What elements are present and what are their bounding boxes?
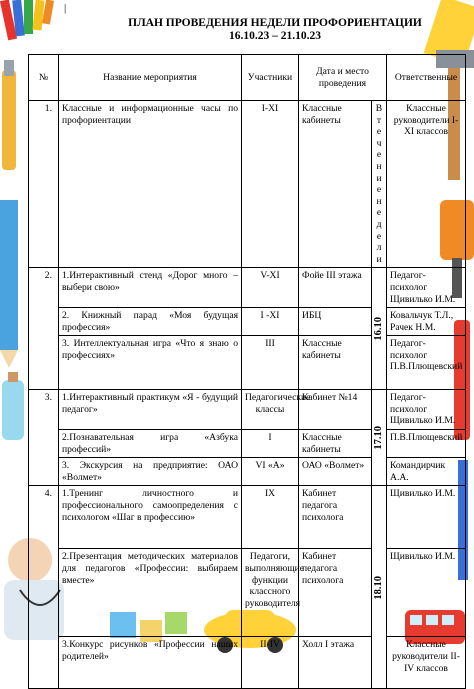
row-place: Кабинет №14 bbox=[299, 390, 372, 430]
row-responsible: П.В.Плющевский bbox=[387, 430, 466, 458]
row-num: 2. bbox=[29, 268, 59, 390]
row-participants: I-XI bbox=[242, 101, 299, 268]
row-num: 3. bbox=[29, 390, 59, 486]
col-header-num: № bbox=[29, 55, 59, 101]
table-row bbox=[29, 308, 466, 336]
row-name: 2.Презентация методических материалов для педагогов «Профессии: выбираем вместе» bbox=[59, 549, 242, 637]
table-row bbox=[29, 268, 466, 308]
row-name: Классные и информационные часы по профориентации bbox=[59, 101, 242, 268]
row-place: Классные кабинеты bbox=[299, 430, 372, 458]
row-name: 1.Тренинг личностного и профессионального самоопределения с психологом «Шаг в профессию» bbox=[59, 486, 242, 549]
row-place: Фойе III этажа bbox=[299, 268, 372, 308]
row-participants: Педагогические классы bbox=[242, 390, 299, 430]
row-responsible: Командирчик А.А. bbox=[387, 458, 466, 486]
table-row bbox=[29, 549, 466, 637]
row-date-16-10: 16.10 bbox=[373, 316, 385, 341]
row-date-17-10: 17.10 bbox=[373, 426, 385, 450]
row-num: 1. bbox=[29, 101, 59, 268]
row-place: ИБЦ bbox=[299, 308, 372, 336]
row-date-week: В течение недели bbox=[372, 101, 387, 268]
row-responsible: Ковальчук Т.Л., Рачек Н.М. bbox=[387, 308, 466, 336]
row-participants: VI «А» bbox=[242, 458, 299, 486]
row-responsible: Классные руководители I-XI классов bbox=[387, 101, 466, 268]
pencil-icon bbox=[0, 200, 18, 368]
table-row bbox=[29, 430, 466, 458]
row-responsible: Классные руководители II-IV классов bbox=[387, 637, 466, 689]
col-header-participants: Участники bbox=[242, 55, 299, 101]
row-participants: V-XI bbox=[242, 268, 299, 308]
row-responsible: Педагог-психолог Щивилько И.М. bbox=[387, 390, 466, 430]
table-row bbox=[29, 486, 466, 549]
row-responsible: Щивилько И.М. bbox=[387, 486, 466, 549]
row-name: 3. Интеллектуальная игра «Что я знаю о профессиях» bbox=[59, 336, 242, 390]
row-participants: III bbox=[242, 336, 299, 390]
row-name: 2. Книжный парад «Моя будущая профессия» bbox=[59, 308, 242, 336]
row-participants: II-IV bbox=[242, 637, 299, 689]
row-participants: I -XI bbox=[242, 308, 299, 336]
potion-bottle-icon bbox=[2, 372, 24, 440]
row-name: 2.Познавательная игра «Азбука профессий» bbox=[59, 430, 242, 458]
title-line: ПЛАН ПРОВЕДЕНИЯ НЕДЕЛИ ПРОФОРИЕНТАЦИИ bbox=[128, 17, 422, 29]
table-row bbox=[29, 336, 466, 390]
row-participants: Педагоги, выполняющие функции классного руководителя bbox=[242, 549, 299, 637]
row-place: Классные кабинеты bbox=[299, 101, 372, 268]
row-place: Классные кабинеты bbox=[299, 336, 372, 390]
row-place: Холл I этажа bbox=[299, 637, 372, 689]
row-place: Кабинет педагога психолога bbox=[299, 486, 372, 549]
row-place: Кабинет педагога психолога bbox=[299, 549, 372, 637]
row-participants: I bbox=[242, 430, 299, 458]
col-header-name: Название мероприятия bbox=[59, 55, 242, 101]
table-row bbox=[29, 458, 466, 486]
row-responsible: Щивилько И.М. bbox=[387, 549, 466, 637]
row-date-18-10: 18.10 bbox=[373, 575, 385, 600]
page-title bbox=[60, 17, 474, 43]
table-header-row bbox=[29, 55, 466, 101]
table-row bbox=[29, 637, 466, 689]
table-row bbox=[29, 390, 466, 430]
title-dates: 16.10.23 – 21.10.23 bbox=[229, 30, 321, 42]
row-num: 4. bbox=[29, 486, 59, 689]
plan-table bbox=[28, 54, 466, 689]
col-header-responsible: Ответственные bbox=[387, 55, 466, 101]
paint-brush-icon bbox=[2, 60, 16, 170]
row-participants: IX bbox=[242, 486, 299, 549]
row-name: 3. Экскурсия на предприятие: ОАО «Волмет» bbox=[59, 458, 242, 486]
cursor-marker: | bbox=[64, 2, 67, 14]
row-name: 3.Конкурс рисунков «Профессии наших родителей» bbox=[59, 637, 242, 689]
row-responsible: Педагог-психолог Щивилько И.М. bbox=[387, 268, 466, 308]
col-header-date-place: Дата и место проведения bbox=[299, 55, 387, 101]
row-responsible: Педагог-психолог П.В.Плющевский bbox=[387, 336, 466, 390]
row-place: ОАО «Волмет» bbox=[299, 458, 372, 486]
row-name: 1.Интерактивный стенд «Дорог много – выбери свою» bbox=[59, 268, 242, 308]
row-name: 1.Интерактивный практикум «Я - будущий педагог» bbox=[59, 390, 242, 430]
table-row bbox=[29, 101, 466, 268]
